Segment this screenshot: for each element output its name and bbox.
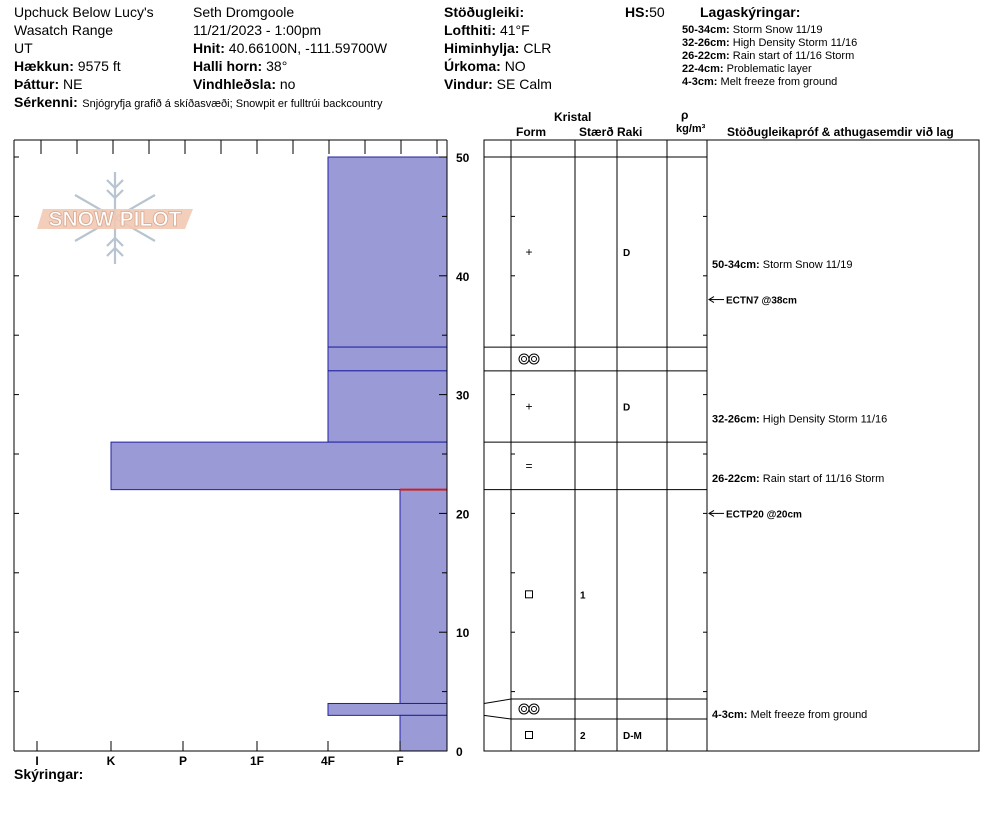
aspect-value: NE <box>63 76 83 92</box>
pit-name: Upchuck Below Lucy's <box>14 4 154 20</box>
y-tick-label: 0 <box>456 745 463 759</box>
layer-comment <box>712 709 867 721</box>
test-result: ECTP20 @20cm <box>726 509 802 521</box>
footer-label: Skýringar: <box>14 766 84 782</box>
form-symbol <box>519 354 529 364</box>
layer-comment <box>712 413 887 425</box>
moisture-value: D-M <box>623 731 642 742</box>
size-value: 1 <box>580 590 586 602</box>
hardness-bar <box>328 371 447 442</box>
form-symbol <box>529 704 539 714</box>
legend-item-range: 32-26cm: <box>682 37 730 49</box>
legend-item-range: 50-34cm: <box>682 24 730 36</box>
x-tick-label: P <box>178 754 188 768</box>
y-tick-label: 20 <box>456 507 470 522</box>
layer-comment-range: 4-3cm: <box>712 709 751 721</box>
hardness-bar <box>111 442 447 490</box>
snowpilot-logo <box>37 172 193 264</box>
slope-value: 38° <box>266 58 288 74</box>
legend-item-range: 22-4cm: <box>682 63 724 75</box>
moisture-value: D <box>623 402 631 414</box>
form-symbol: + <box>525 399 533 414</box>
form-symbol <box>522 356 527 361</box>
moisture-header: Raki <box>617 125 643 139</box>
form-symbol <box>532 707 537 712</box>
wind-value: SE Calm <box>496 76 552 92</box>
form-symbol <box>522 707 527 712</box>
legend-item-text: High Density Storm 11/16 <box>732 37 858 49</box>
layer-comment-text: Melt freeze from ground <box>750 709 868 721</box>
aspect-label: Þáttur: <box>14 76 60 92</box>
state-name: UT <box>14 40 33 56</box>
coords-value: 40.66100N, -111.59700W <box>228 40 388 56</box>
crystal-header: Kristal <box>554 110 592 124</box>
layer-connector <box>484 699 511 703</box>
size-header: Stærð <box>579 125 614 139</box>
hardness-bars <box>111 157 447 751</box>
form-symbol: + <box>525 245 533 260</box>
hs-label: HS: <box>625 4 650 20</box>
specifics-value: Snjógryfja grafið á skíðasvæði; Snowpit er fulltrúi backcountry <box>82 98 383 110</box>
x-tick-label: I <box>35 754 39 768</box>
density-unit-header: kg/m³ <box>676 123 706 135</box>
datetime: 11/21/2023 - 1:00pm <box>193 22 322 38</box>
layer-table <box>484 157 887 742</box>
layer-comment-range: 50-34cm: <box>712 258 763 271</box>
hardness-bar <box>328 157 447 347</box>
air-temp-value: 41°F <box>499 22 530 38</box>
tests-header: Stöðugleikapróf & athugasemdir við lag <box>727 125 954 139</box>
layer-comment <box>712 259 852 271</box>
logo-text: SNOW PILOT <box>48 208 182 231</box>
form-symbol <box>529 354 539 364</box>
y-tick-label: 10 <box>456 626 470 641</box>
range-name: Wasatch Range <box>14 22 114 38</box>
wind-loading-value: no <box>279 76 296 92</box>
layer-comment <box>712 473 884 485</box>
form-symbol <box>526 591 533 598</box>
layer-comment-text: Rain start of 11/16 Storm <box>762 472 885 485</box>
hardness-bar <box>328 347 447 371</box>
form-symbol <box>532 356 537 361</box>
hardness-bar <box>328 703 447 715</box>
precip-label: Úrkoma: <box>444 58 501 74</box>
observer-name: Seth Dromgoole <box>193 4 295 20</box>
x-tick-label: K <box>106 754 116 768</box>
hs-value: 50 <box>649 4 665 20</box>
y-tick-label: 40 <box>456 269 470 284</box>
legend-item-text: Problematic layer <box>726 63 812 75</box>
air-temp-label: Lofthiti: <box>444 22 497 38</box>
wind-loading-label: Vindhleðsla: <box>193 76 276 92</box>
wind-label: Vindur: <box>444 76 493 92</box>
legend-item-text: Rain start of 11/16 Storm <box>732 50 855 62</box>
x-tick-label: 1F <box>249 754 265 768</box>
x-tick-label: 4F <box>320 754 336 768</box>
hardness-bar <box>400 715 447 751</box>
form-header: Form <box>516 125 546 139</box>
specifics-label: Sérkenni: <box>14 94 78 110</box>
legend-item-range: 4-3cm: <box>682 76 718 88</box>
size-value: 2 <box>580 731 586 742</box>
rho-header: ρ <box>681 108 689 122</box>
precip-value: NO <box>504 58 526 74</box>
form-symbol <box>526 732 533 739</box>
form-symbol <box>519 704 529 714</box>
slope-label: Halli horn: <box>193 58 263 74</box>
layer-table-frame <box>484 140 979 751</box>
legend-title: Lagaskýringar: <box>700 4 801 20</box>
stability-label: Stöðugleiki: <box>444 4 525 20</box>
layer-comment-text: High Density Storm 11/16 <box>762 413 888 426</box>
layer-comment-text: Storm Snow 11/19 <box>762 258 853 271</box>
y-tick-label: 50 <box>456 151 470 165</box>
legend-item-text: Storm Snow 11/19 <box>732 24 823 36</box>
test-result: ECTN7 @38cm <box>726 295 797 307</box>
elevation-label: Hækkun: <box>14 58 74 74</box>
layer-connector <box>484 715 511 719</box>
legend-item-text: Melt freeze from ground <box>720 76 838 88</box>
table-border <box>484 140 979 751</box>
layer-comment-range: 26-22cm: <box>712 472 763 485</box>
hardness-bar <box>400 490 447 704</box>
moisture-value: D <box>623 248 631 260</box>
legend-item-range: 26-22cm: <box>682 50 730 62</box>
elevation-value: 9575 ft <box>77 58 121 74</box>
x-tick-label: F <box>396 754 404 768</box>
coords-label: Hnit: <box>193 40 225 56</box>
sky-value: CLR <box>523 40 552 56</box>
sky-label: Himinhylja: <box>444 40 520 56</box>
y-tick-label: 30 <box>456 388 470 403</box>
layer-comment-range: 32-26cm: <box>712 413 763 426</box>
form-symbol: = <box>525 458 533 473</box>
